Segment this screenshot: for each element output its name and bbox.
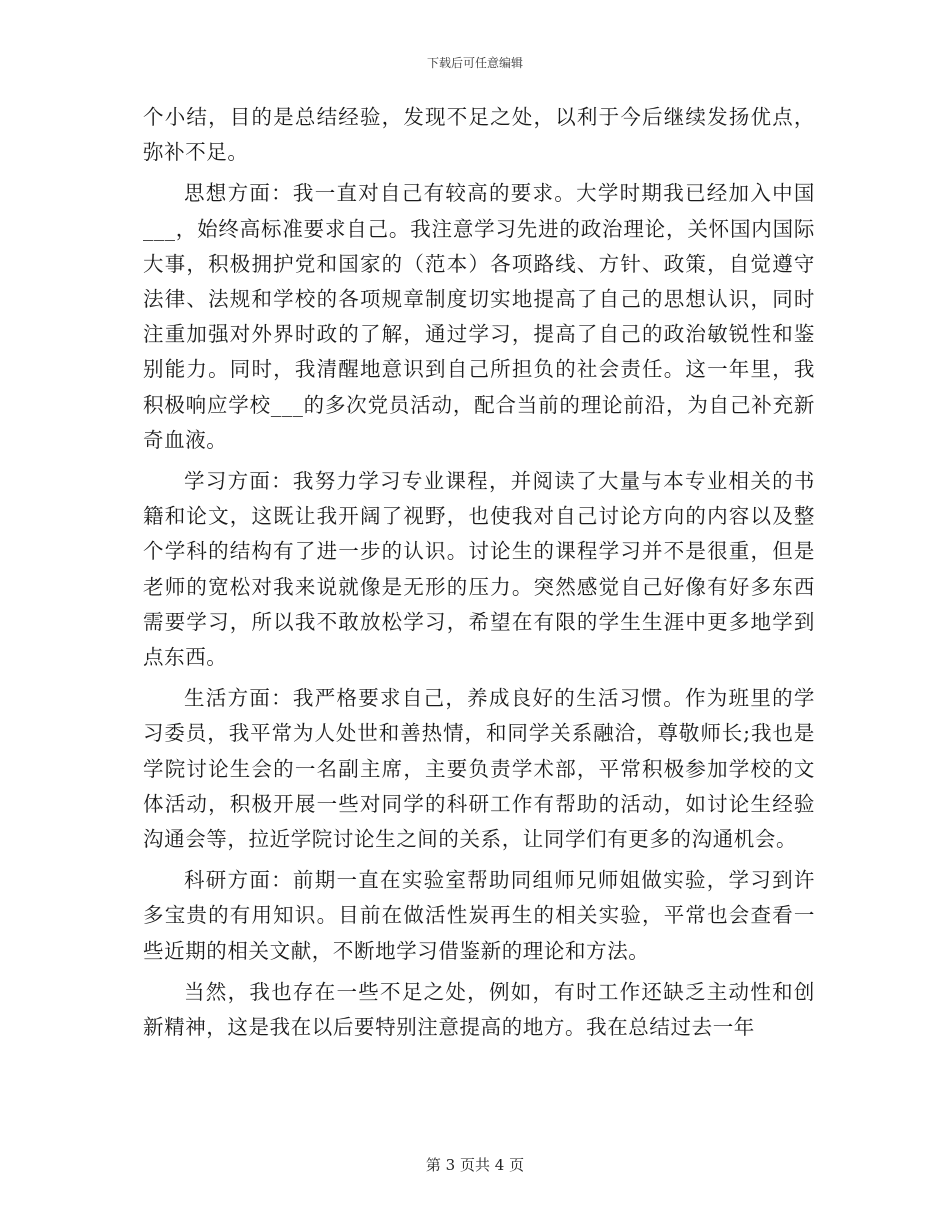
document-body [143,100,815,1051]
paragraph-shortcomings: 当然，我也存在一些不足之处，例如，有时工作还缺乏主动性和创新精神，这是我在以后要特别注意提高的地方。我在总结过去一年 [143,979,815,1040]
paragraph-ideology: 思想方面：我一直对自己有较高的要求。大学时期我已经加入中国___，始终高标准要求自己。我注意学习先进的政治理论，关怀国内国际大事，积极拥护党和国家的（范本）各项路线、方针、政策，自觉遵守法律、法规和学校的各项规章制度切实地提高了自己的思想认识，同时注重加强对外界时政的了解，通过学习，提高了自己的政治敏锐性和鉴别能力。同时，我清醒地意识到自己所担负的社会责任。这一年里，我积极响应学校___的多次党员活动，配合当前的理论前沿，为自己补充新奇血液。 [143,181,815,452]
paragraph-research: 科研方面：前期一直在实验室帮助同组师兄师姐做实验，学习到许多宝贵的有用知识。目前在做活性炭再生的相关实验，平常也会查看一些近期的相关文献，不断地学习借鉴新的理论和方法。 [143,868,815,963]
page-header: 下载后可任意编辑 [426,56,523,70]
paragraph-intro-continued: 个小结，目的是总结经验，发现不足之处，以利于今后继续发扬优点，弥补不足。 [143,105,815,165]
paragraph-study: 学习方面：我努力学习专业课程，并阅读了大量与本专业相关的书籍和论文，这既让我开阔了视野，也使我对自己讨论方向的内容以及整个学科的结构有了进一步的认识。讨论生的课程学习并不是很重，但是老师的宽松对我来说就像是无形的压力。突然感觉自己好像有好多东西需要学习，所以我不敢放松学习，希望在有限的学生生涯中更多地学到点东西。 [143,469,815,670]
page-number: 第 3 页共 4 页 [425,1156,525,1174]
paragraph-life: 生活方面：我严格要求自己，养成良好的生活习惯。作为班里的学习委员，我平常为人处世和善热情，和同学关系融洽，尊敬师长;我也是学院讨论生会的一名副主席，主要负责学术部，平常积极参加学校的文体活动，积极开展一些对同学的科研工作有帮助的活动，如讨论生经验沟通会等，拉近学院讨论生之间的关系，让同学们有更多的沟通机会。 [143,686,815,852]
